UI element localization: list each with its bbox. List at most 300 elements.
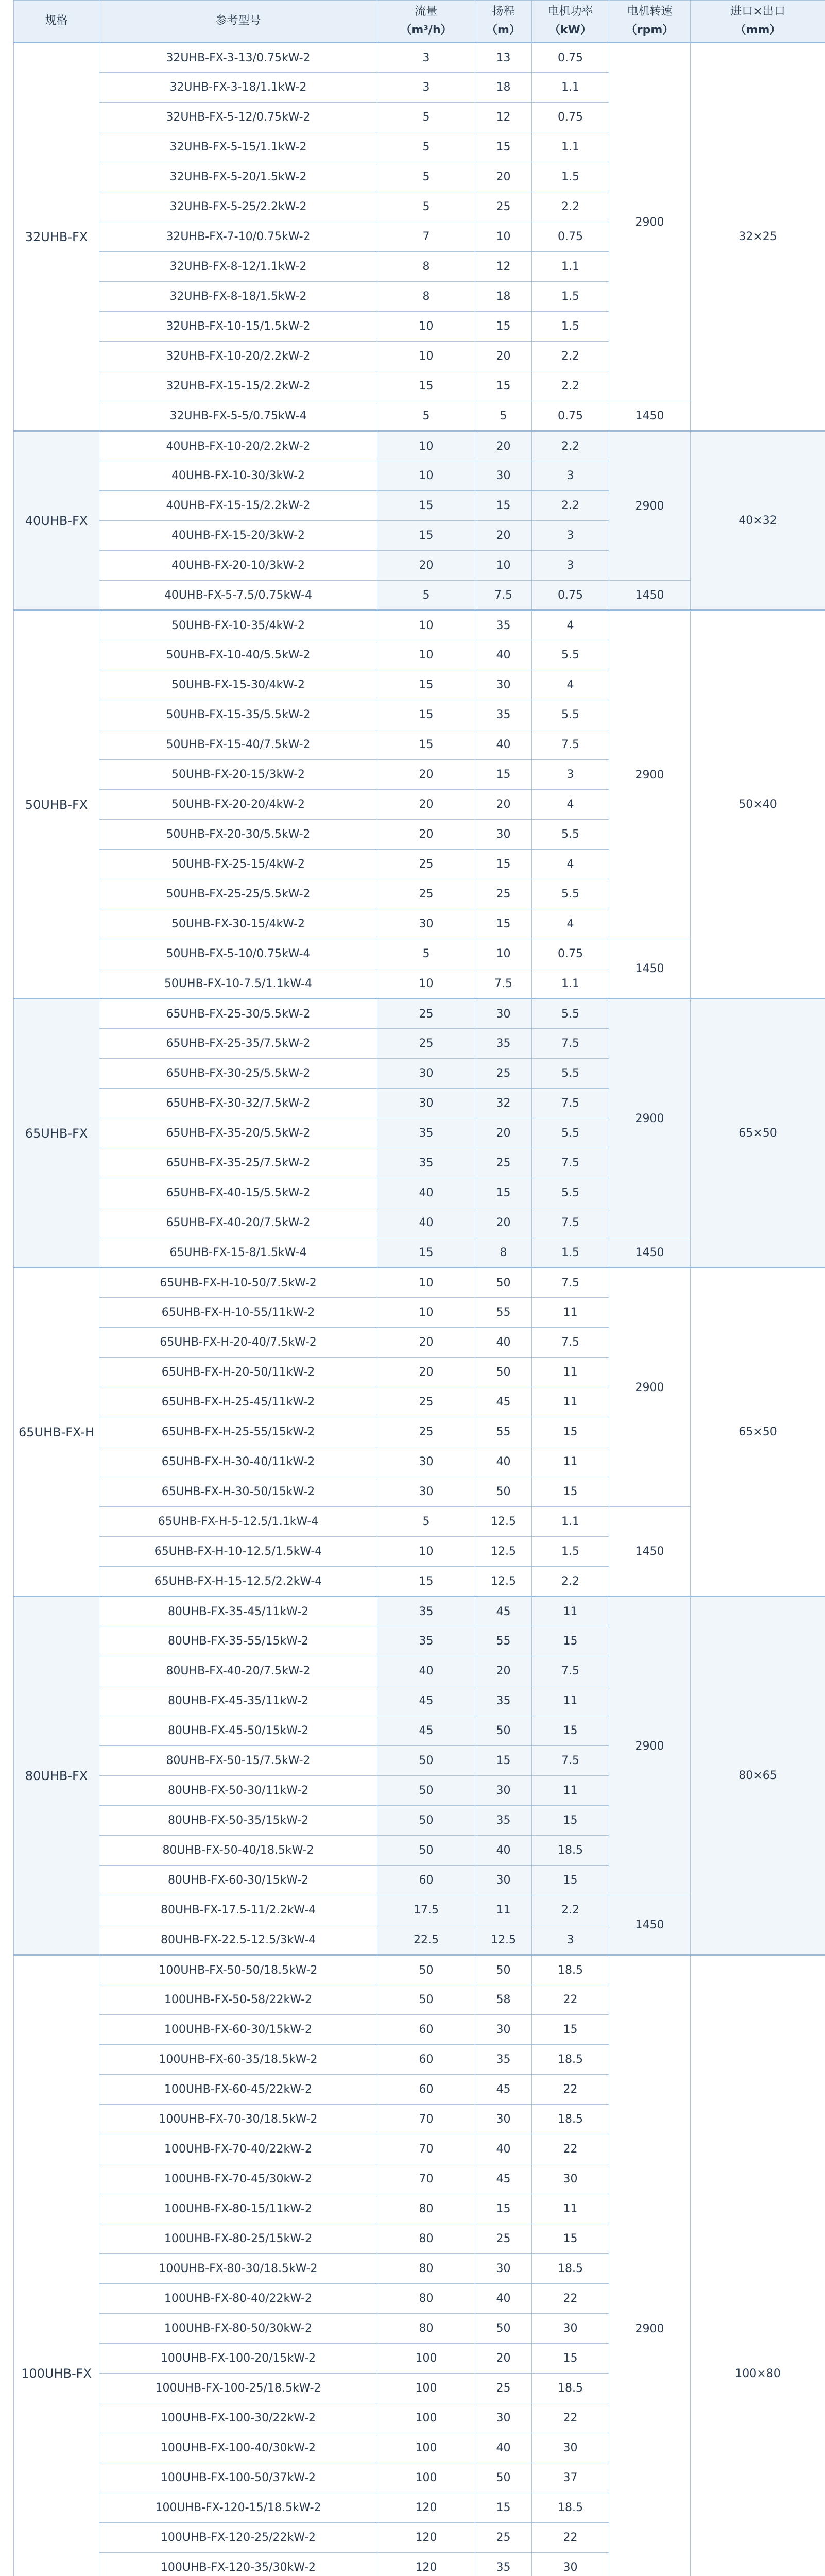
speed-cell: 1450 <box>609 401 691 431</box>
speed-cell: 2900 <box>609 1597 691 1895</box>
table-row <box>14 1955 825 1985</box>
head-cell: 30 <box>475 2105 532 2134</box>
model-cell: 40UHB-FX-20-10/3kW-2 <box>99 551 377 581</box>
power-cell: 15 <box>532 1417 609 1447</box>
power-cell: 4 <box>532 670 609 700</box>
head-cell: 35 <box>475 611 532 640</box>
flow-cell: 25 <box>377 999 475 1029</box>
model-cell: 50UHB-FX-30-15/4kW-2 <box>99 909 377 939</box>
power-cell: 7.5 <box>532 1208 609 1238</box>
model-cell: 40UHB-FX-10-30/3kW-2 <box>99 461 377 491</box>
model-cell: 100UHB-FX-80-50/30kW-2 <box>99 2314 377 2344</box>
flow-cell: 20 <box>377 820 475 850</box>
power-cell: 1.5 <box>532 1238 609 1268</box>
flow-cell: 15 <box>377 730 475 760</box>
head-cell: 20 <box>475 162 532 192</box>
power-cell: 5.5 <box>532 999 609 1029</box>
port-cell: 100×80 <box>691 1955 825 2576</box>
power-cell: 2.2 <box>532 1895 609 1925</box>
power-cell: 0.75 <box>532 43 609 73</box>
power-cell: 1.1 <box>532 132 609 162</box>
flow-cell: 20 <box>377 1328 475 1358</box>
power-cell: 5.5 <box>532 1118 609 1148</box>
model-cell: 32UHB-FX-5-25/2.2kW-2 <box>99 192 377 222</box>
model-cell: 100UHB-FX-120-15/18.5kW-2 <box>99 2493 377 2523</box>
model-cell: 50UHB-FX-10-40/5.5kW-2 <box>99 640 377 670</box>
power-cell: 1.5 <box>532 1537 609 1567</box>
flow-cell: 10 <box>377 1298 475 1328</box>
model-cell: 50UHB-FX-20-30/5.5kW-2 <box>99 820 377 850</box>
pump-spec-table <box>13 0 825 2576</box>
model-cell: 80UHB-FX-22.5-12.5/3kW-4 <box>99 1925 377 1955</box>
head-cell: 25 <box>475 1059 532 1089</box>
model-cell: 80UHB-FX-35-55/15kW-2 <box>99 1626 377 1656</box>
head-cell: 50 <box>475 1477 532 1507</box>
head-cell: 18 <box>475 73 532 103</box>
flow-cell: 15 <box>377 1567 475 1597</box>
port-cell: 65×50 <box>691 1268 825 1597</box>
model-cell: 65UHB-FX-25-30/5.5kW-2 <box>99 999 377 1029</box>
model-cell: 50UHB-FX-10-7.5/1.1kW-4 <box>99 969 377 999</box>
model-cell: 80UHB-FX-50-40/18.5kW-2 <box>99 1836 377 1866</box>
head-cell: 20 <box>475 342 532 371</box>
flow-cell: 8 <box>377 282 475 312</box>
power-cell: 3 <box>532 760 609 790</box>
model-cell: 32UHB-FX-5-15/1.1kW-2 <box>99 132 377 162</box>
model-cell: 32UHB-FX-15-15/2.2kW-2 <box>99 371 377 401</box>
power-cell: 18.5 <box>532 2045 609 2075</box>
table-header <box>14 1 825 43</box>
head-cell: 7.5 <box>475 969 532 999</box>
header-flow: 流量 （m³/h） <box>377 1 475 43</box>
flow-cell: 40 <box>377 1178 475 1208</box>
power-cell: 4 <box>532 850 609 879</box>
flow-cell: 80 <box>377 2254 475 2284</box>
head-cell: 30 <box>475 1776 532 1806</box>
model-cell: 32UHB-FX-5-20/1.5kW-2 <box>99 162 377 192</box>
table-row <box>14 1268 825 1298</box>
flow-cell: 70 <box>377 2105 475 2134</box>
head-cell: 40 <box>475 2134 532 2164</box>
head-cell: 20 <box>475 1208 532 1238</box>
flow-cell: 10 <box>377 611 475 640</box>
model-cell: 50UHB-FX-25-15/4kW-2 <box>99 850 377 879</box>
flow-cell: 5 <box>377 939 475 969</box>
power-cell: 18.5 <box>532 2374 609 2403</box>
speed-cell: 2900 <box>609 431 691 581</box>
model-cell: 65UHB-FX-H-15-12.5/2.2kW-4 <box>99 1567 377 1597</box>
flow-cell: 35 <box>377 1148 475 1178</box>
port-cell: 32×25 <box>691 43 825 431</box>
flow-cell: 15 <box>377 700 475 730</box>
model-cell: 40UHB-FX-15-20/3kW-2 <box>99 521 377 551</box>
power-cell: 7.5 <box>532 730 609 760</box>
model-cell: 65UHB-FX-H-25-45/11kW-2 <box>99 1387 377 1417</box>
flow-cell: 100 <box>377 2403 475 2433</box>
model-cell: 32UHB-FX-10-20/2.2kW-2 <box>99 342 377 371</box>
table-row <box>14 43 825 73</box>
head-cell: 15 <box>475 1178 532 1208</box>
head-cell: 30 <box>475 2403 532 2433</box>
speed-cell: 1450 <box>609 1238 691 1268</box>
speed-cell: 2900 <box>609 43 691 401</box>
flow-cell: 100 <box>377 2433 475 2463</box>
model-cell: 50UHB-FX-10-35/4kW-2 <box>99 611 377 640</box>
model-cell: 65UHB-FX-40-20/7.5kW-2 <box>99 1208 377 1238</box>
flow-cell: 5 <box>377 103 475 132</box>
head-cell: 55 <box>475 1417 532 1447</box>
flow-cell: 10 <box>377 342 475 371</box>
flow-cell: 50 <box>377 1836 475 1866</box>
head-cell: 15 <box>475 850 532 879</box>
power-cell: 7.5 <box>532 1148 609 1178</box>
spec-cell: 50UHB-FX <box>14 611 99 999</box>
flow-cell: 25 <box>377 850 475 879</box>
model-cell: 100UHB-FX-120-25/22kW-2 <box>99 2523 377 2553</box>
power-cell: 5.5 <box>532 820 609 850</box>
head-cell: 10 <box>475 222 532 252</box>
head-cell: 15 <box>475 312 532 342</box>
model-cell: 100UHB-FX-80-40/22kW-2 <box>99 2284 377 2314</box>
power-cell: 22 <box>532 2403 609 2433</box>
power-cell: 1.5 <box>532 162 609 192</box>
power-cell: 2.2 <box>532 192 609 222</box>
flow-cell: 17.5 <box>377 1895 475 1925</box>
head-cell: 30 <box>475 2015 532 2045</box>
model-cell: 65UHB-FX-15-8/1.5kW-4 <box>99 1238 377 1268</box>
model-cell: 65UHB-FX-40-15/5.5kW-2 <box>99 1178 377 1208</box>
power-cell: 2.2 <box>532 342 609 371</box>
power-cell: 22 <box>532 2075 609 2105</box>
head-cell: 8 <box>475 1238 532 1268</box>
power-cell: 0.75 <box>532 401 609 431</box>
head-cell: 20 <box>475 2344 532 2374</box>
power-cell: 7.5 <box>532 1089 609 1118</box>
power-cell: 0.75 <box>532 581 609 611</box>
flow-cell: 5 <box>377 192 475 222</box>
flow-cell: 80 <box>377 2284 475 2314</box>
header-model: 参考型号 <box>99 1 377 43</box>
head-cell: 15 <box>475 491 532 521</box>
model-cell: 100UHB-FX-60-30/15kW-2 <box>99 2015 377 2045</box>
power-cell: 11 <box>532 1776 609 1806</box>
power-cell: 1.5 <box>532 282 609 312</box>
flow-cell: 10 <box>377 312 475 342</box>
power-cell: 4 <box>532 790 609 820</box>
speed-cell: 1450 <box>609 939 691 999</box>
model-cell: 80UHB-FX-50-30/11kW-2 <box>99 1776 377 1806</box>
flow-cell: 3 <box>377 73 475 103</box>
flow-cell: 5 <box>377 162 475 192</box>
head-cell: 15 <box>475 2194 532 2224</box>
model-cell: 40UHB-FX-5-7.5/0.75kW-4 <box>99 581 377 611</box>
power-cell: 30 <box>532 2553 609 2576</box>
model-cell: 50UHB-FX-15-40/7.5kW-2 <box>99 730 377 760</box>
port-cell: 65×50 <box>691 999 825 1268</box>
header-power: 电机功率 （kW） <box>532 1 609 43</box>
power-cell: 3 <box>532 1925 609 1955</box>
spec-cell: 80UHB-FX <box>14 1597 99 1955</box>
head-cell: 20 <box>475 521 532 551</box>
power-cell: 3 <box>532 551 609 581</box>
head-cell: 11 <box>475 1895 532 1925</box>
head-cell: 35 <box>475 2553 532 2576</box>
power-cell: 18.5 <box>532 2105 609 2134</box>
power-cell: 11 <box>532 1447 609 1477</box>
model-cell: 50UHB-FX-15-35/5.5kW-2 <box>99 700 377 730</box>
flow-cell: 30 <box>377 909 475 939</box>
head-cell: 45 <box>475 1387 532 1417</box>
flow-cell: 10 <box>377 1537 475 1567</box>
speed-cell: 2900 <box>609 999 691 1238</box>
head-cell: 15 <box>475 909 532 939</box>
flow-cell: 5 <box>377 401 475 431</box>
model-cell: 80UHB-FX-50-15/7.5kW-2 <box>99 1746 377 1776</box>
head-cell: 12.5 <box>475 1567 532 1597</box>
model-cell: 40UHB-FX-15-15/2.2kW-2 <box>99 491 377 521</box>
head-cell: 30 <box>475 461 532 491</box>
model-cell: 65UHB-FX-H-30-40/11kW-2 <box>99 1447 377 1477</box>
head-cell: 45 <box>475 1597 532 1626</box>
power-cell: 7.5 <box>532 1746 609 1776</box>
head-cell: 40 <box>475 2284 532 2314</box>
model-cell: 100UHB-FX-100-20/15kW-2 <box>99 2344 377 2374</box>
flow-cell: 22.5 <box>377 1925 475 1955</box>
header-flow-unit: （m³/h） <box>400 24 452 37</box>
head-cell: 30 <box>475 2254 532 2284</box>
power-cell: 22 <box>532 2523 609 2553</box>
model-cell: 100UHB-FX-80-15/11kW-2 <box>99 2194 377 2224</box>
port-cell: 80×65 <box>691 1597 825 1955</box>
flow-cell: 60 <box>377 2045 475 2075</box>
flow-cell: 120 <box>377 2553 475 2576</box>
power-cell: 15 <box>532 2344 609 2374</box>
model-cell: 32UHB-FX-5-12/0.75kW-2 <box>99 103 377 132</box>
power-cell: 1.1 <box>532 252 609 282</box>
head-cell: 45 <box>475 2164 532 2194</box>
flow-cell: 50 <box>377 1776 475 1806</box>
power-cell: 1.1 <box>532 73 609 103</box>
head-cell: 30 <box>475 670 532 700</box>
head-cell: 50 <box>475 1268 532 1298</box>
model-cell: 32UHB-FX-7-10/0.75kW-2 <box>99 222 377 252</box>
flow-cell: 100 <box>377 2344 475 2374</box>
head-cell: 25 <box>475 2224 532 2254</box>
table-body <box>14 43 825 2576</box>
power-cell: 7.5 <box>532 1268 609 1298</box>
power-cell: 7.5 <box>532 1328 609 1358</box>
power-cell: 5.5 <box>532 1178 609 1208</box>
speed-cell: 1450 <box>609 1895 691 1955</box>
table-row <box>14 431 825 461</box>
power-cell: 0.75 <box>532 103 609 132</box>
flow-cell: 35 <box>377 1118 475 1148</box>
head-cell: 40 <box>475 2433 532 2463</box>
model-cell: 100UHB-FX-50-58/22kW-2 <box>99 1985 377 2015</box>
model-cell: 65UHB-FX-35-25/7.5kW-2 <box>99 1148 377 1178</box>
head-cell: 15 <box>475 132 532 162</box>
power-cell: 22 <box>532 2284 609 2314</box>
table-row <box>14 1597 825 1626</box>
head-cell: 40 <box>475 640 532 670</box>
head-cell: 40 <box>475 1328 532 1358</box>
flow-cell: 50 <box>377 1985 475 2015</box>
power-cell: 7.5 <box>532 1029 609 1059</box>
power-cell: 5.5 <box>532 1059 609 1089</box>
header-speed: 电机转速 （rpm） <box>609 1 691 43</box>
flow-cell: 70 <box>377 2164 475 2194</box>
flow-cell: 20 <box>377 760 475 790</box>
model-cell: 65UHB-FX-H-20-40/7.5kW-2 <box>99 1328 377 1358</box>
head-cell: 50 <box>475 1716 532 1746</box>
power-cell: 2.2 <box>532 371 609 401</box>
port-cell: 40×32 <box>691 431 825 611</box>
power-cell: 18.5 <box>532 2493 609 2523</box>
model-cell: 65UHB-FX-H-30-50/15kW-2 <box>99 1477 377 1507</box>
power-cell: 3 <box>532 521 609 551</box>
flow-cell: 5 <box>377 581 475 611</box>
flow-cell: 15 <box>377 371 475 401</box>
head-cell: 50 <box>475 2463 532 2493</box>
head-cell: 30 <box>475 820 532 850</box>
model-cell: 65UHB-FX-25-35/7.5kW-2 <box>99 1029 377 1059</box>
flow-cell: 20 <box>377 1358 475 1387</box>
model-cell: 32UHB-FX-10-15/1.5kW-2 <box>99 312 377 342</box>
model-cell: 40UHB-FX-10-20/2.2kW-2 <box>99 431 377 461</box>
model-cell: 100UHB-FX-120-35/30kW-2 <box>99 2553 377 2576</box>
flow-cell: 40 <box>377 1208 475 1238</box>
power-cell: 15 <box>532 2224 609 2254</box>
model-cell: 80UHB-FX-17.5-11/2.2kW-4 <box>99 1895 377 1925</box>
model-cell: 80UHB-FX-60-30/15kW-2 <box>99 1866 377 1895</box>
flow-cell: 45 <box>377 1716 475 1746</box>
head-cell: 35 <box>475 1806 532 1836</box>
head-cell: 25 <box>475 2374 532 2403</box>
power-cell: 22 <box>532 1985 609 2015</box>
power-cell: 15 <box>532 1866 609 1895</box>
flow-cell: 100 <box>377 2374 475 2403</box>
head-cell: 40 <box>475 1836 532 1866</box>
head-cell: 15 <box>475 371 532 401</box>
table-row <box>14 611 825 640</box>
flow-cell: 10 <box>377 640 475 670</box>
model-cell: 100UHB-FX-80-25/15kW-2 <box>99 2224 377 2254</box>
model-cell: 100UHB-FX-80-30/18.5kW-2 <box>99 2254 377 2284</box>
head-cell: 12.5 <box>475 1925 532 1955</box>
power-cell: 2.2 <box>532 1567 609 1597</box>
header-speed-unit: （rpm） <box>625 24 674 37</box>
model-cell: 100UHB-FX-50-50/18.5kW-2 <box>99 1955 377 1985</box>
power-cell: 0.75 <box>532 939 609 969</box>
flow-cell: 30 <box>377 1477 475 1507</box>
model-cell: 32UHB-FX-5-5/0.75kW-4 <box>99 401 377 431</box>
flow-cell: 15 <box>377 670 475 700</box>
spec-cell: 100UHB-FX <box>14 1955 99 2576</box>
flow-cell: 8 <box>377 252 475 282</box>
speed-cell: 1450 <box>609 581 691 611</box>
power-cell: 11 <box>532 1686 609 1716</box>
model-cell: 32UHB-FX-3-13/0.75kW-2 <box>99 43 377 73</box>
head-cell: 35 <box>475 700 532 730</box>
model-cell: 100UHB-FX-100-25/18.5kW-2 <box>99 2374 377 2403</box>
model-cell: 65UHB-FX-H-10-55/11kW-2 <box>99 1298 377 1328</box>
flow-cell: 60 <box>377 2015 475 2045</box>
power-cell: 18.5 <box>532 2254 609 2284</box>
speed-cell: 1450 <box>609 1507 691 1597</box>
power-cell: 37 <box>532 2463 609 2493</box>
head-cell: 25 <box>475 1148 532 1178</box>
flow-cell: 10 <box>377 1268 475 1298</box>
model-cell: 80UHB-FX-45-50/15kW-2 <box>99 1716 377 1746</box>
head-cell: 20 <box>475 790 532 820</box>
model-cell: 32UHB-FX-3-18/1.1kW-2 <box>99 73 377 103</box>
head-cell: 18 <box>475 282 532 312</box>
flow-cell: 20 <box>377 551 475 581</box>
flow-cell: 20 <box>377 790 475 820</box>
head-cell: 50 <box>475 2314 532 2344</box>
head-cell: 12.5 <box>475 1507 532 1537</box>
head-cell: 58 <box>475 1985 532 2015</box>
head-cell: 50 <box>475 1955 532 1985</box>
head-cell: 40 <box>475 1447 532 1477</box>
power-cell: 5.5 <box>532 879 609 909</box>
head-cell: 10 <box>475 939 532 969</box>
flow-cell: 100 <box>377 2463 475 2493</box>
head-cell: 40 <box>475 730 532 760</box>
model-cell: 100UHB-FX-70-40/22kW-2 <box>99 2134 377 2164</box>
head-cell: 45 <box>475 2075 532 2105</box>
model-cell: 100UHB-FX-100-40/30kW-2 <box>99 2433 377 2463</box>
power-cell: 7.5 <box>532 1656 609 1686</box>
flow-cell: 5 <box>377 1507 475 1537</box>
head-cell: 25 <box>475 192 532 222</box>
header-head-unit: （m） <box>486 24 521 37</box>
head-cell: 25 <box>475 879 532 909</box>
model-cell: 50UHB-FX-5-10/0.75kW-4 <box>99 939 377 969</box>
flow-cell: 30 <box>377 1089 475 1118</box>
head-cell: 30 <box>475 1866 532 1895</box>
flow-cell: 5 <box>377 132 475 162</box>
head-cell: 10 <box>475 551 532 581</box>
model-cell: 100UHB-FX-70-45/30kW-2 <box>99 2164 377 2194</box>
flow-cell: 25 <box>377 879 475 909</box>
model-cell: 80UHB-FX-40-20/7.5kW-2 <box>99 1656 377 1686</box>
flow-cell: 25 <box>377 1029 475 1059</box>
head-cell: 20 <box>475 1118 532 1148</box>
power-cell: 30 <box>532 2164 609 2194</box>
power-cell: 22 <box>532 2134 609 2164</box>
power-cell: 15 <box>532 1626 609 1656</box>
model-cell: 80UHB-FX-50-35/15kW-2 <box>99 1806 377 1836</box>
head-cell: 12 <box>475 103 532 132</box>
spec-cell: 32UHB-FX <box>14 43 99 431</box>
speed-cell: 2900 <box>609 611 691 939</box>
head-cell: 15 <box>475 1746 532 1776</box>
header-spec: 规格 <box>14 1 99 43</box>
flow-cell: 120 <box>377 2493 475 2523</box>
head-cell: 12 <box>475 252 532 282</box>
power-cell: 5.5 <box>532 700 609 730</box>
flow-cell: 10 <box>377 431 475 461</box>
power-cell: 15 <box>532 1806 609 1836</box>
model-cell: 50UHB-FX-20-20/4kW-2 <box>99 790 377 820</box>
flow-cell: 70 <box>377 2134 475 2164</box>
model-cell: 65UHB-FX-35-20/5.5kW-2 <box>99 1118 377 1148</box>
head-cell: 20 <box>475 1656 532 1686</box>
power-cell: 2.2 <box>532 431 609 461</box>
model-cell: 100UHB-FX-100-30/22kW-2 <box>99 2403 377 2433</box>
model-cell: 50UHB-FX-20-15/3kW-2 <box>99 760 377 790</box>
